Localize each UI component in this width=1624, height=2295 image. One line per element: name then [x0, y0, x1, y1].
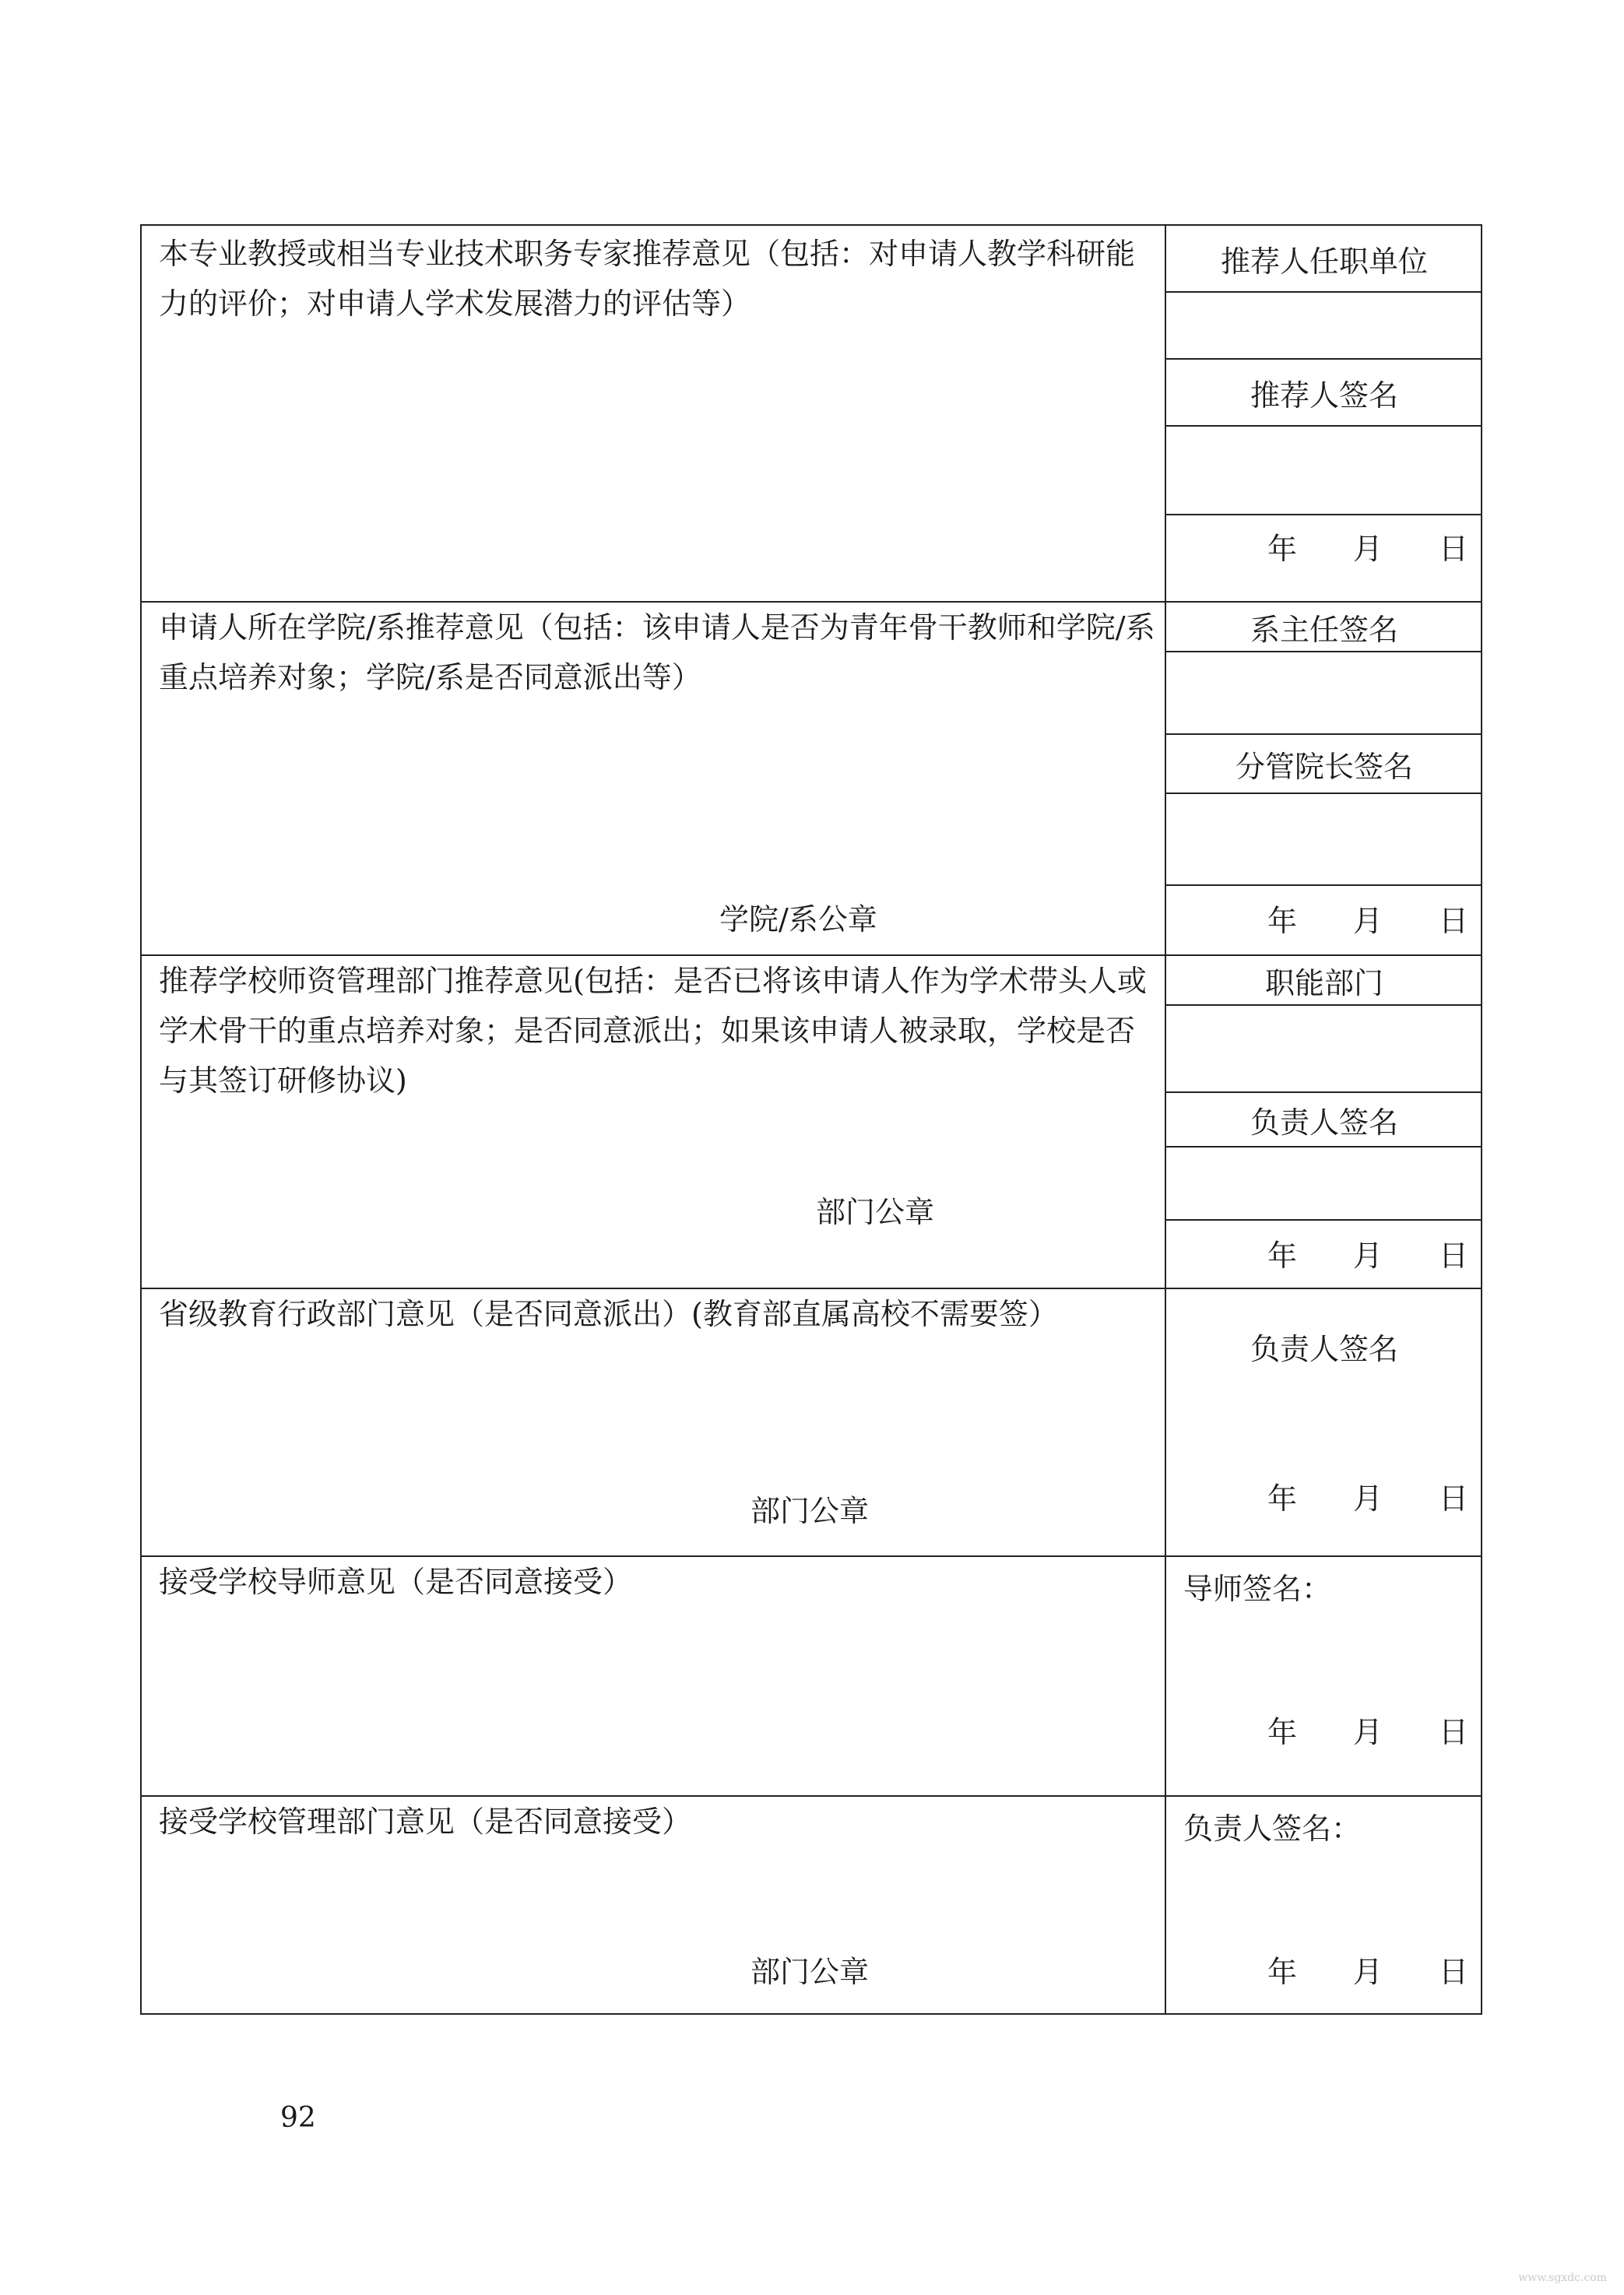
year-label: 年: [1267, 1239, 1298, 1273]
advisor-signature-field[interactable]: [1166, 1619, 1482, 1705]
recommender-signature-label: 推荐人签名: [1250, 378, 1398, 413]
dept-head-signature-label: 系主任签名: [1250, 612, 1398, 647]
vice-dean-signature-field[interactable]: [1166, 794, 1482, 884]
functional-dept-field[interactable]: [1166, 1006, 1482, 1091]
month-label: 月: [1353, 1715, 1383, 1749]
month-label: 月: [1353, 1955, 1383, 1989]
section-4-seal: 部门公章: [750, 1494, 870, 1528]
recommender-affiliation-label: 推荐人任职单位: [1220, 244, 1428, 279]
year-label: 年: [1267, 532, 1298, 566]
section-4-title: 省级教育行政部门意见（是否同意派出）(教育部直属高校不需要签）: [159, 1297, 1058, 1331]
year-label: 年: [1267, 1955, 1298, 1989]
section-1-date: [1166, 525, 1482, 575]
recommendation-form: [140, 224, 1482, 2015]
year-label: 年: [1267, 904, 1298, 938]
provincial-signature-field[interactable]: [1166, 1375, 1482, 1460]
section-2-seal: 学院/系公章: [719, 902, 877, 937]
section-3-date: [1166, 1232, 1482, 1281]
month-label: 月: [1353, 532, 1383, 566]
section-6-title: 接受学校管理部门意见（是否同意接受）: [159, 1805, 692, 1839]
watermark: www.sgxdc.com: [1518, 2272, 1607, 2284]
functional-dept-label: 职能部门: [1264, 965, 1383, 1000]
day-label: 日: [1439, 1715, 1469, 1749]
section-5-title: 接受学校导师意见（是否同意接受）: [159, 1565, 633, 1599]
section-2-title: 申请人所在学院/系推荐意见（包括：该申请人是否为青年骨干教师和学院/系重点培养对象；学院/系是否同意派出等）: [159, 610, 1155, 694]
dept-head-signature-field[interactable]: [1166, 652, 1482, 733]
recommender-signature-field[interactable]: [1166, 427, 1482, 514]
vice-dean-signature-label: 分管院长签名: [1235, 749, 1413, 784]
section-3-title: 推荐学校师资管理部门推荐意见(包括：是否已将该申请人作为学术带头人或学术骨干的重点培养对象；是否同意派出；如果该申请人被录取，学校是否与其签订研修协议): [159, 964, 1147, 1098]
day-label: 日: [1439, 1955, 1469, 1989]
section-1-title: 本专业教授或相当专业技术职务专家推荐意见（包括：对申请人教学科研能力的评价；对申请人学术发展潜力的评估等）: [159, 237, 1136, 321]
day-label: 日: [1439, 904, 1469, 938]
year-label: 年: [1267, 1481, 1298, 1516]
month-label: 月: [1353, 1481, 1383, 1516]
recommender-affiliation-field[interactable]: [1166, 293, 1482, 358]
section-2-date: [1166, 897, 1482, 947]
section-6-seal: 部门公章: [750, 1955, 870, 1989]
section-5-date: [1166, 1708, 1482, 1758]
day-label: 日: [1439, 1239, 1469, 1273]
day-label: 日: [1439, 1481, 1469, 1516]
cell-divider: [1166, 1219, 1481, 1221]
responsible-signature-field[interactable]: [1166, 1148, 1482, 1219]
year-label: 年: [1267, 1715, 1298, 1749]
provincial-signature-label: 负责人签名: [1250, 1331, 1398, 1366]
month-label: 月: [1353, 1239, 1383, 1273]
cell-divider: [1166, 514, 1481, 515]
advisor-signature-label: 导师签名：: [1183, 1572, 1332, 1606]
day-label: 日: [1439, 532, 1469, 566]
responsible-signature-label: 负责人签名: [1250, 1105, 1398, 1140]
section-3-seal: 部门公章: [816, 1195, 935, 1229]
admin-responsible-signature-label: 负责人签名：: [1183, 1812, 1362, 1846]
page-number: 92: [280, 2102, 316, 2134]
section-4-date: [1166, 1474, 1482, 1524]
month-label: 月: [1353, 904, 1383, 938]
cell-divider: [1166, 884, 1481, 886]
section-6-date: [1166, 1948, 1482, 1998]
admin-responsible-signature-field[interactable]: [1166, 1859, 1482, 1945]
